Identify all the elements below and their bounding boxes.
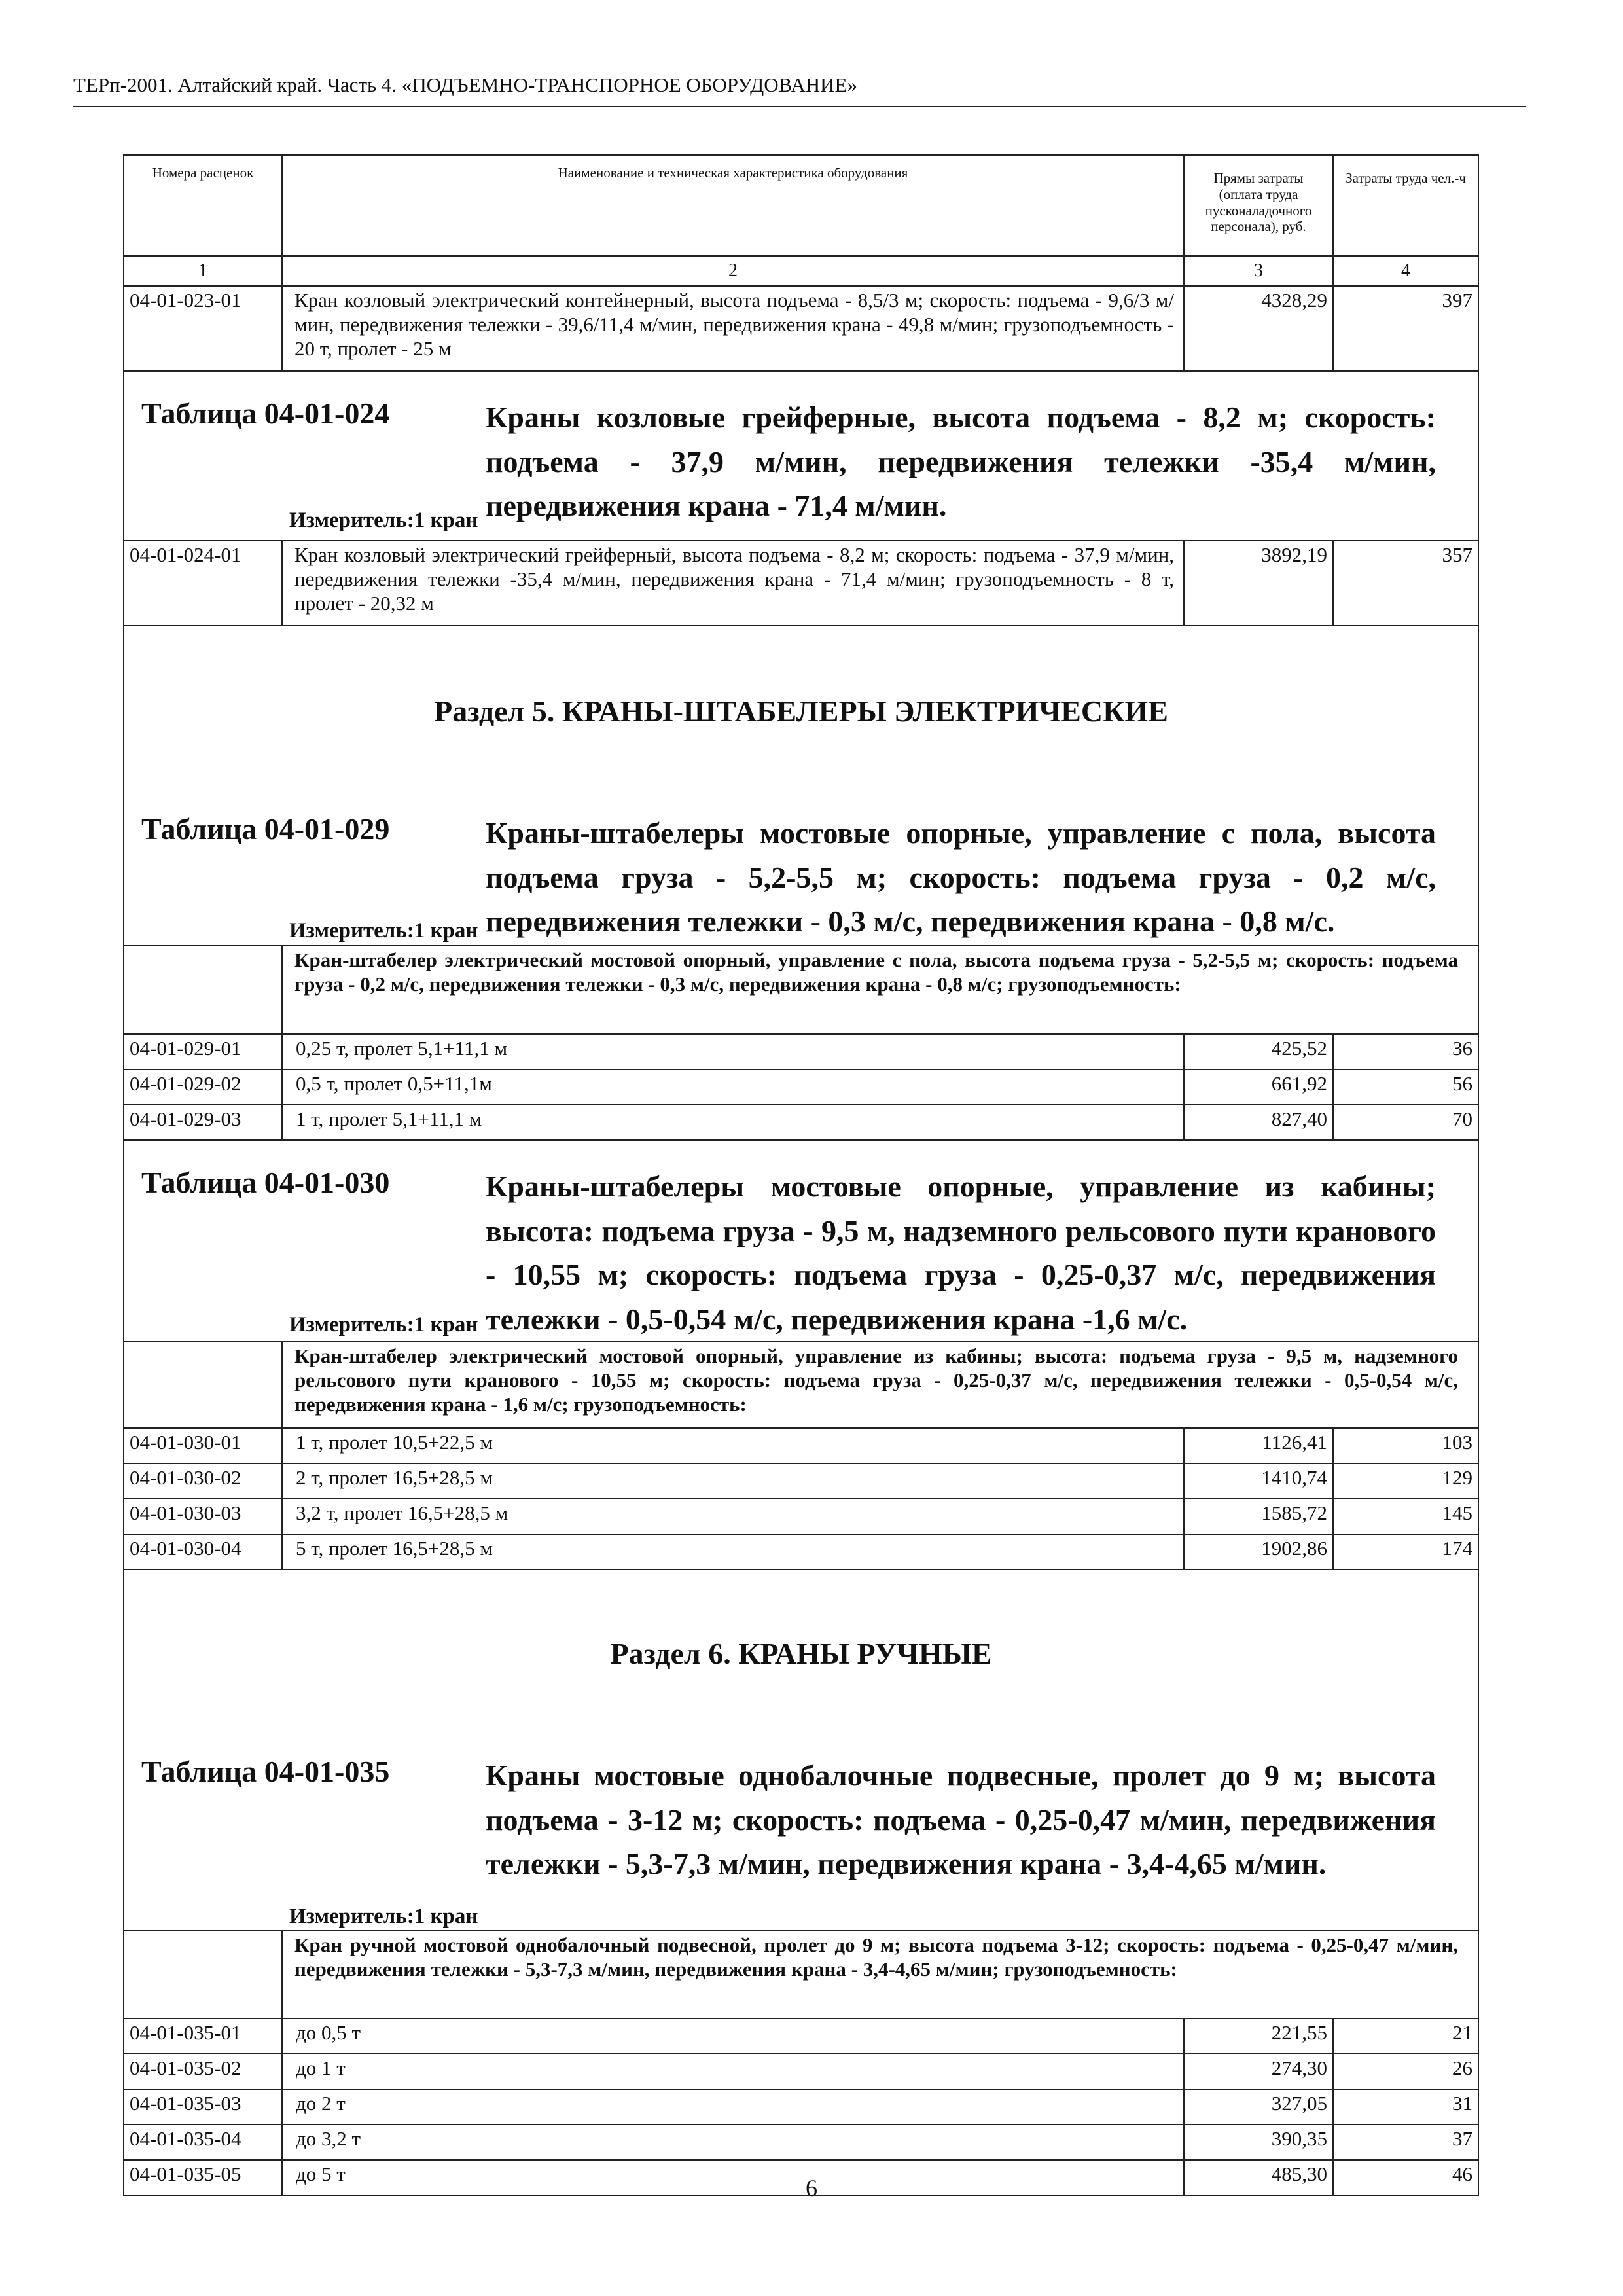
rate-labor: 26 <box>1333 2054 1478 2089</box>
rate-labor: 357 <box>1333 541 1478 626</box>
section-block <box>124 626 1478 946</box>
rate-cost: 274,30 <box>1184 2054 1333 2089</box>
subheading-row <box>124 946 1478 1034</box>
rate-code: 04-01-030-03 <box>124 1499 282 1534</box>
rate-description: 5 т, пролет 16,5+28,5 м <box>282 1534 1184 1570</box>
rate-labor: 46 <box>1333 2160 1478 2195</box>
rate-cost: 4328,29 <box>1184 286 1333 371</box>
rate-description: до 1 т <box>282 2054 1184 2089</box>
table-title: Краны козловые грейферные, высота подъема - 8,2 м; скорость: подъема - 37,9 м/мин, передвижения тележки -35,4 м/мин, передвижения крана - 71,4 м/мин. <box>486 401 1436 523</box>
rate-description: Кран козловый электрический контейнерный, высота подъема - 8,5/3 м; скорость: подъема - 9,6/3 м/мин, передвижения тележки - 39,6/11,4 м/мин, передвижения крана - 49,8 м/мин; грузоподъемность - 20 т, пролет - 25 м <box>282 286 1184 371</box>
rate-code: 04-01-029-01 <box>124 1034 282 1069</box>
rate-cost: 1902,86 <box>1184 1534 1333 1570</box>
rate-cost: 485,30 <box>1184 2160 1333 2195</box>
page-number: 6 <box>806 2175 817 2201</box>
rate-cost: 827,40 <box>1184 1105 1333 1140</box>
table-row <box>124 2054 1478 2089</box>
col-header-name: Наименование и техническая характеристика оборудования <box>282 155 1184 256</box>
section-block <box>124 1570 1478 1931</box>
rate-code: 04-01-030-02 <box>124 1463 282 1499</box>
column-number-row <box>124 256 1478 286</box>
col-number-2: 2 <box>282 256 1184 286</box>
table-row <box>124 1534 1478 1570</box>
table-number: Таблица 04-01-029 <box>141 812 390 846</box>
table-subheading: Кран-штабелер электрический мостовой опорный, управление с пола, высота подъема груза - 5,2-5,5 м; скорость: подъема груза - 0,2 м/с, передвижения тележки - 0,3 м/с, передвижения крана - 0,8 м/с; грузоподъемность: <box>282 946 1478 1034</box>
rate-labor: 129 <box>1333 1463 1478 1499</box>
section-title: Раздел 5. КРАНЫ-ШТАБЕЛЕРЫ ЭЛЕКТРИЧЕСКИЕ <box>434 694 1168 728</box>
table-number: Таблица 04-01-035 <box>141 1755 390 1788</box>
rate-cost: 390,35 <box>1184 2125 1333 2160</box>
rate-code: 04-01-035-01 <box>124 2018 282 2054</box>
col-number-3: 3 <box>1184 256 1333 286</box>
table-row <box>124 2018 1478 2054</box>
table-heading-block <box>124 371 1478 541</box>
table-title: Краны-штабелеры мостовые опорные, управление с пола, высота подъема груза - 5,2-5,5 м; скорость: подъема груза - 0,2 м/с, передвижения тележки - 0,3 м/с, передвижения крана - 0,8 м/с. <box>486 816 1436 939</box>
rate-cost: 661,92 <box>1184 1069 1333 1105</box>
col-header-labor: Затраты труда чел.-ч <box>1333 155 1478 256</box>
rate-code: 04-01-029-02 <box>124 1069 282 1105</box>
table-subheading: Кран-штабелер электрический мостовой опорный, управление из кабины; высота: подъема груза - 9,5 м, надземного рельсового пути кранового - 10,55 м; скорость: подъема груза - 0,25-0,37 м/с, передвижения тележки - 0,5-0,54 м/с, передвижения крана - 1,6 м/с; грузоподъемность: <box>282 1342 1478 1428</box>
rate-description: 2 т, пролет 16,5+28,5 м <box>282 1463 1184 1499</box>
measure-unit: Измеритель:1 кран <box>289 1313 478 1336</box>
rate-code: 04-01-035-05 <box>124 2160 282 2195</box>
table-row <box>124 1069 1478 1105</box>
rate-cost: 425,52 <box>1184 1034 1333 1069</box>
subheading-row <box>124 1931 1478 2018</box>
rate-labor: 21 <box>1333 2018 1478 2054</box>
rate-labor: 70 <box>1333 1105 1478 1140</box>
table-row <box>124 2089 1478 2125</box>
rate-cost: 3892,19 <box>1184 541 1333 626</box>
rate-cost: 1126,41 <box>1184 1428 1333 1463</box>
rate-code: 04-01-035-02 <box>124 2054 282 2089</box>
col-header-codes: Номера расценок <box>124 155 282 256</box>
rate-labor: 103 <box>1333 1428 1478 1463</box>
table-number: Таблица 04-01-024 <box>141 397 390 430</box>
subheading-row <box>124 1342 1478 1428</box>
rate-code: 04-01-035-03 <box>124 2089 282 2125</box>
rate-description: 3,2 т, пролет 16,5+28,5 м <box>282 1499 1184 1534</box>
rate-cost: 327,05 <box>1184 2089 1333 2125</box>
table-subheading: Кран ручной мостовой однобалочный подвесной, пролет до 9 м; высота подъема 3-12; скорость: подъема - 0,25-0,47 м/мин, передвижения тележки - 5,3-7,3 м/мин, передвижения крана - 3,4-4,65 м/мин; грузоподъемность: <box>282 1931 1478 2018</box>
rate-code: 04-01-023-01 <box>124 286 282 371</box>
rate-description: Кран козловый электрический грейферный, высота подъема - 8,2 м; скорость: подъема - 37,9 м/мин, передвижения тележки -35,4 м/мин, передвижения крана - 71,4 м/мин; грузоподъемность - 8 т, пролет - 20,32 м <box>282 541 1184 626</box>
rate-cost: 221,55 <box>1184 2018 1333 2054</box>
rate-cost: 1410,74 <box>1184 1463 1333 1499</box>
table-row <box>124 541 1478 626</box>
running-header: ТЕРп-2001. Алтайский край. Часть 4. «ПОДЪЕМНО-ТРАНСПОРНОЕ ОБОРУДОВАНИЕ» <box>73 73 857 96</box>
rate-code: 04-01-035-04 <box>124 2125 282 2160</box>
rate-description: 0,5 т, пролет 0,5+11,1м <box>282 1069 1184 1105</box>
rate-description: 1 т, пролет 10,5+22,5 м <box>282 1428 1184 1463</box>
col-number-4: 4 <box>1333 256 1478 286</box>
table-row <box>124 1463 1478 1499</box>
table-title: Краны мостовые однобалочные подвесные, пролет до 9 м; высота подъема - 3-12 м; скорость: подъема - 0,25-0,47 м/мин, передвижения тележки - 5,3-7,3 м/мин, передвижения крана - 3,4-4,65 м/мин. <box>486 1759 1436 1881</box>
table-row <box>124 1499 1478 1534</box>
rate-description: до 2 т <box>282 2089 1184 2125</box>
table-heading-block <box>124 1140 1478 1342</box>
table-row <box>124 1034 1478 1069</box>
rate-labor: 397 <box>1333 286 1478 371</box>
measure-unit: Измеритель:1 кран <box>289 1905 478 1928</box>
col-header-cost: Прямы затраты (оплата труда пусконаладочного персонала), руб. <box>1184 155 1333 256</box>
table-title: Краны-штабелеры мостовые опорные, управление из кабины; высота: подъема груза - 9,5 м, надземного рельсового пути кранового - 10,55 м; скорость: подъема груза - 0,25-0,37 м/с, передвижения тележки - 0,5-0,54 м/с, передвижения крана -1,6 м/с. <box>486 1170 1436 1336</box>
rate-description: до 3,2 т <box>282 2125 1184 2160</box>
rate-labor: 174 <box>1333 1534 1478 1570</box>
rate-code: 04-01-030-04 <box>124 1534 282 1570</box>
rate-labor: 36 <box>1333 1034 1478 1069</box>
rate-labor: 31 <box>1333 2089 1478 2125</box>
measure-unit: Измеритель:1 кран <box>289 509 478 532</box>
rate-code: 04-01-030-01 <box>124 1428 282 1463</box>
rate-labor: 37 <box>1333 2125 1478 2160</box>
rate-labor: 56 <box>1333 1069 1478 1105</box>
rate-cost: 1585,72 <box>1184 1499 1333 1534</box>
rate-description: до 5 т <box>282 2160 1184 2195</box>
table-row <box>124 1105 1478 1140</box>
table-row <box>124 2125 1478 2160</box>
table-row <box>124 286 1478 371</box>
header-rule <box>73 106 1526 107</box>
table-header-row <box>124 155 1478 256</box>
col-number-1: 1 <box>124 256 282 286</box>
section-title: Раздел 6. КРАНЫ РУЧНЫЕ <box>610 1637 992 1670</box>
rate-code: 04-01-029-03 <box>124 1105 282 1140</box>
table-row <box>124 1428 1478 1463</box>
rates-table <box>123 154 1479 2196</box>
rate-description: 1 т, пролет 5,1+11,1 м <box>282 1105 1184 1140</box>
table-number: Таблица 04-01-030 <box>141 1166 390 1199</box>
rate-labor: 145 <box>1333 1499 1478 1534</box>
rate-description: 0,25 т, пролет 5,1+11,1 м <box>282 1034 1184 1069</box>
rate-code: 04-01-024-01 <box>124 541 282 626</box>
rate-description: до 0,5 т <box>282 2018 1184 2054</box>
measure-unit: Измеритель:1 кран <box>289 919 478 942</box>
